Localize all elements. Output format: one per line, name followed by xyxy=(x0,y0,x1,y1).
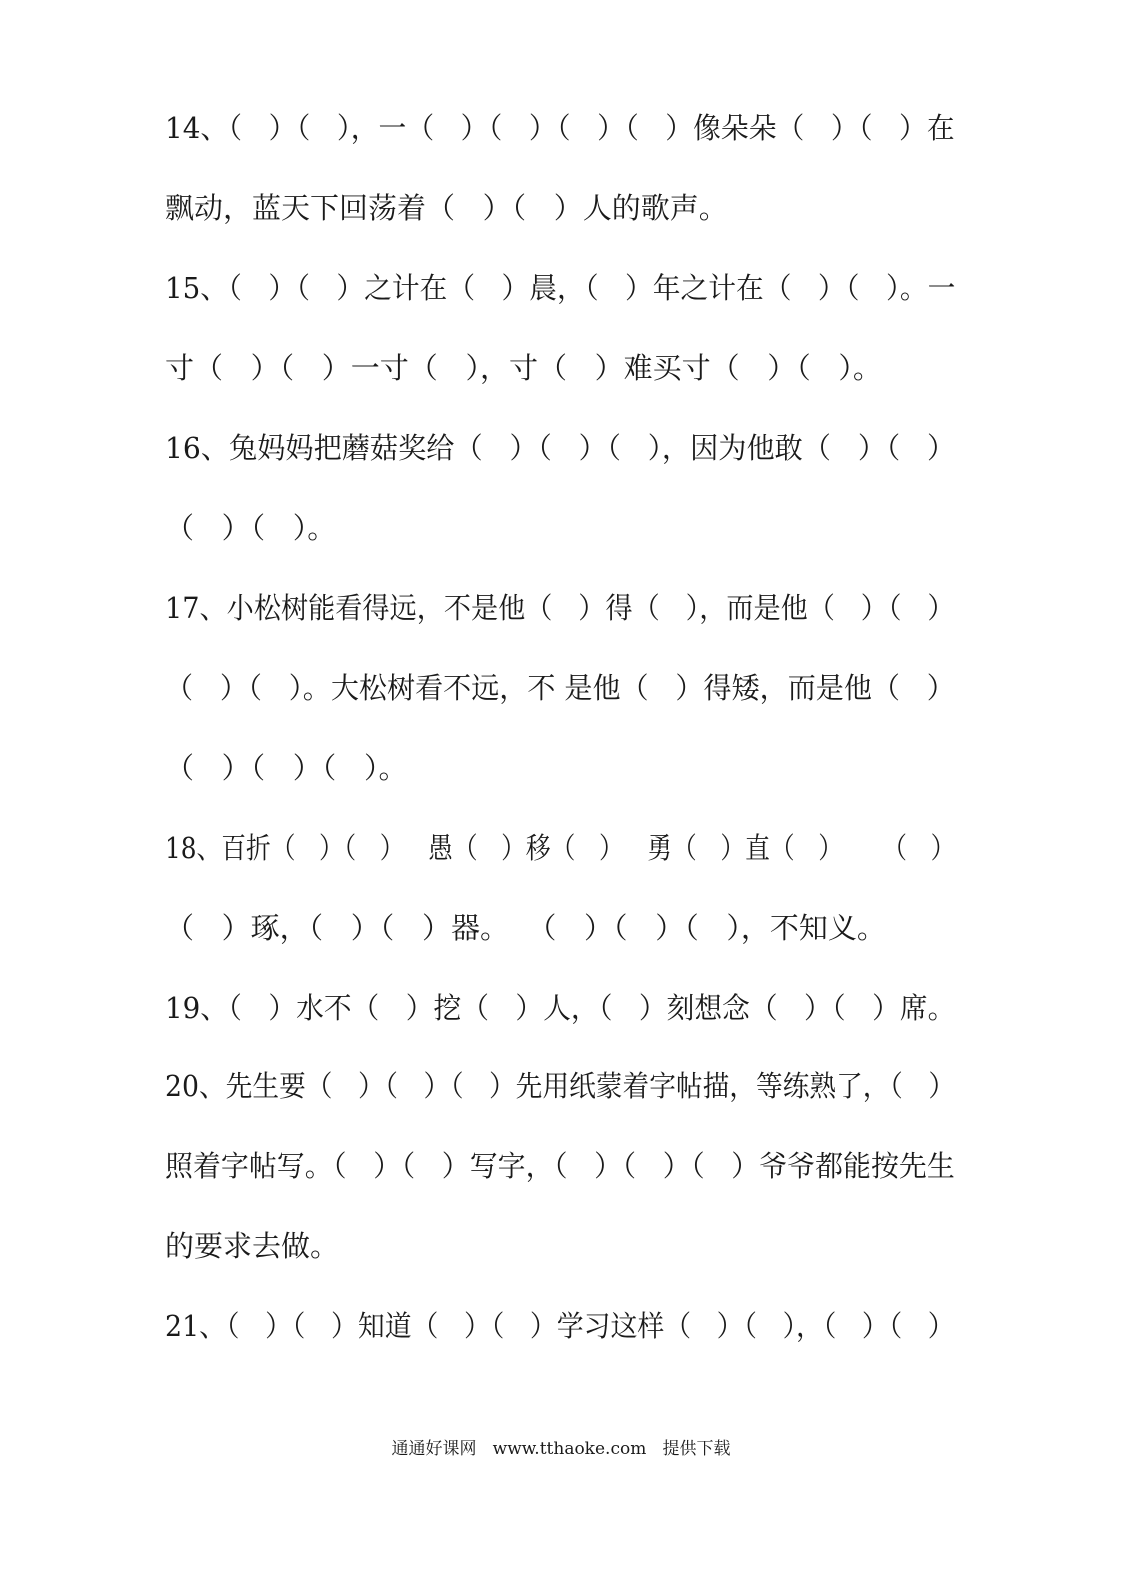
exercise-16-line-2: （ ）（ ）。 xyxy=(165,511,337,545)
exercise-18-line-1: 18、百折（ ）（ ） 愚（ ）移（ ） 勇（ ）直（ ） （ ） xyxy=(165,831,956,865)
exercise-14-line-2: 飘动，蓝天下回荡着（ ）（ ）人的歌声。 xyxy=(165,191,728,225)
footer-text: 通通好课网 www.tthaoke.com 提供下载 xyxy=(391,1439,731,1459)
exercise-19-line-1: 19、（ ）水不（ ）挖（ ）人，（ ）刻想念（ ）（ ）席。 xyxy=(165,991,956,1025)
exercise-20-line-3: 的要求去做。 xyxy=(165,1229,340,1263)
exercise-20-line-1: 20、先生要（ ）（ ）（ ）先用纸蒙着字帖描，等练熟了，（ ） xyxy=(165,1069,956,1103)
exercise-20-line-2: 照着字帖写。（ ）（ ）写字，（ ）（ ）（ ）爷爷都能按先生 xyxy=(165,1149,955,1183)
exercise-15-line-1: 15、（ ）（ ）之计在（ ）晨，（ ）年之计在（ ）（ ）。一 xyxy=(165,271,956,305)
exercise-14-line-1: 14、（ ）（ ），一（ ）（ ）（ ）（ ）像朵朵（ ）（ ）在 xyxy=(165,111,955,145)
exercise-21-line-1: 21、（ ）（ ）知道（ ）（ ）学习这样（ ）（ ），（ ）（ ） xyxy=(165,1309,955,1343)
exercise-17-line-2: （ ）（ ）。大松树看不远，不 是他（ ）得矮，而是他（ ） xyxy=(165,671,955,705)
exercise-17-line-1: 17、小松树能看得远，不是他（ ）得（ ），而是他（ ）（ ） xyxy=(165,591,955,625)
exercise-17-line-3: （ ）（ ）（ ）。 xyxy=(165,751,408,785)
exercise-18-line-2: （ ）琢，（ ）（ ）器。 （ ）（ ）（ ），不知义。 xyxy=(165,911,886,945)
exercise-15-line-2: 寸（ ）（ ）一寸（ ），寸（ ）难买寸（ ）（ ）。 xyxy=(165,351,882,385)
exercise-16-line-1: 16、兔妈妈把蘑菇奖给（ ）（ ）（ ），因为他敢（ ）（ ） xyxy=(165,431,956,465)
